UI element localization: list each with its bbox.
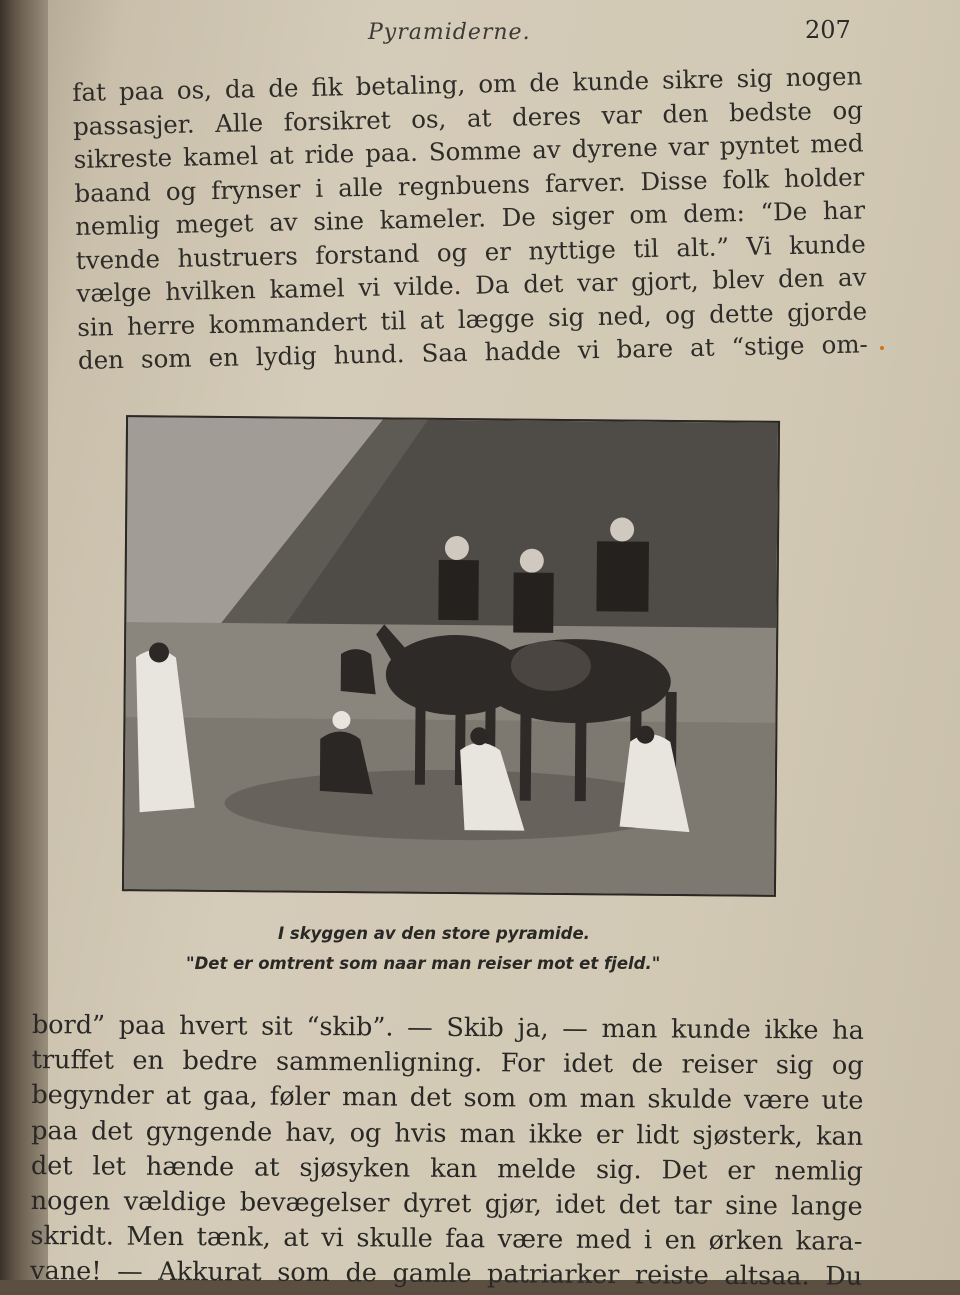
text-line: nemlig meget av sine kameler. De siger om dem: “De har xyxy=(74,195,866,241)
text-line: paa det gyngende hav, og hvis man ikke er lidt sjøsterk, kan xyxy=(31,1115,864,1152)
text-line: begynder at gaa, føler man det som om man skulde være ute xyxy=(31,1080,864,1117)
text-line: passasjer. Alle forsikret os, at deres var den bedste og xyxy=(72,94,864,141)
text-line: vælge hvilken kamel vi vilde. Da det var gjort, blev den av xyxy=(76,262,867,308)
text-line: den som en lydig hund. Saa hadde vi bare at “stige om- xyxy=(77,329,869,375)
text-line: tvende hustruers forstand og er nyttige til alt.” Vi kunde xyxy=(75,228,866,275)
page-header xyxy=(0,14,960,48)
top-paragraph xyxy=(72,59,868,377)
text-line: fat paa os, da de fik betaling, om de kunde sikre sig nogen xyxy=(72,61,863,107)
bottom-paragraph xyxy=(30,1008,864,1295)
text-line: skridt. Men tænk, at vi skulle faa være med i en ørken kara- xyxy=(30,1221,863,1258)
page-number: 207 xyxy=(805,16,851,44)
text-line: sikreste kamel at ride paa. Somme av dyrene var pyntet med xyxy=(73,128,864,174)
running-head: Pyramiderne. xyxy=(368,20,531,45)
photo-illustration xyxy=(124,417,778,895)
ink-speck xyxy=(880,346,884,350)
text-line: det let hænde at sjøsyken kan melde sig. Det er nemlig xyxy=(30,1150,863,1187)
caption-title: I skyggen av den store pyramide. xyxy=(278,924,590,943)
text-line: sin herre kommandert til at lægge sig ned, og dette gjorde xyxy=(76,295,868,342)
photograph xyxy=(122,415,780,897)
text-line: bord” paa hvert sit “skib”. — Skib ja, — man kunde ikke ha xyxy=(31,1009,864,1046)
text-line: truffet en bedre sammenligning. For idet de reiser sig og xyxy=(31,1045,864,1082)
text-line: nogen vældige bevægelser dyret gjør, idet det tar sine lange xyxy=(30,1186,863,1222)
text-line: vane! — Akkurat som de gamle patriarker reiste altsaa. Du xyxy=(30,1256,863,1293)
text-line: baand og frynser i alle regnbuens farver. Disse folk holder xyxy=(74,161,865,208)
caption-quote: "Det er omtrent som naar man reiser mot et fjeld." xyxy=(186,954,661,973)
